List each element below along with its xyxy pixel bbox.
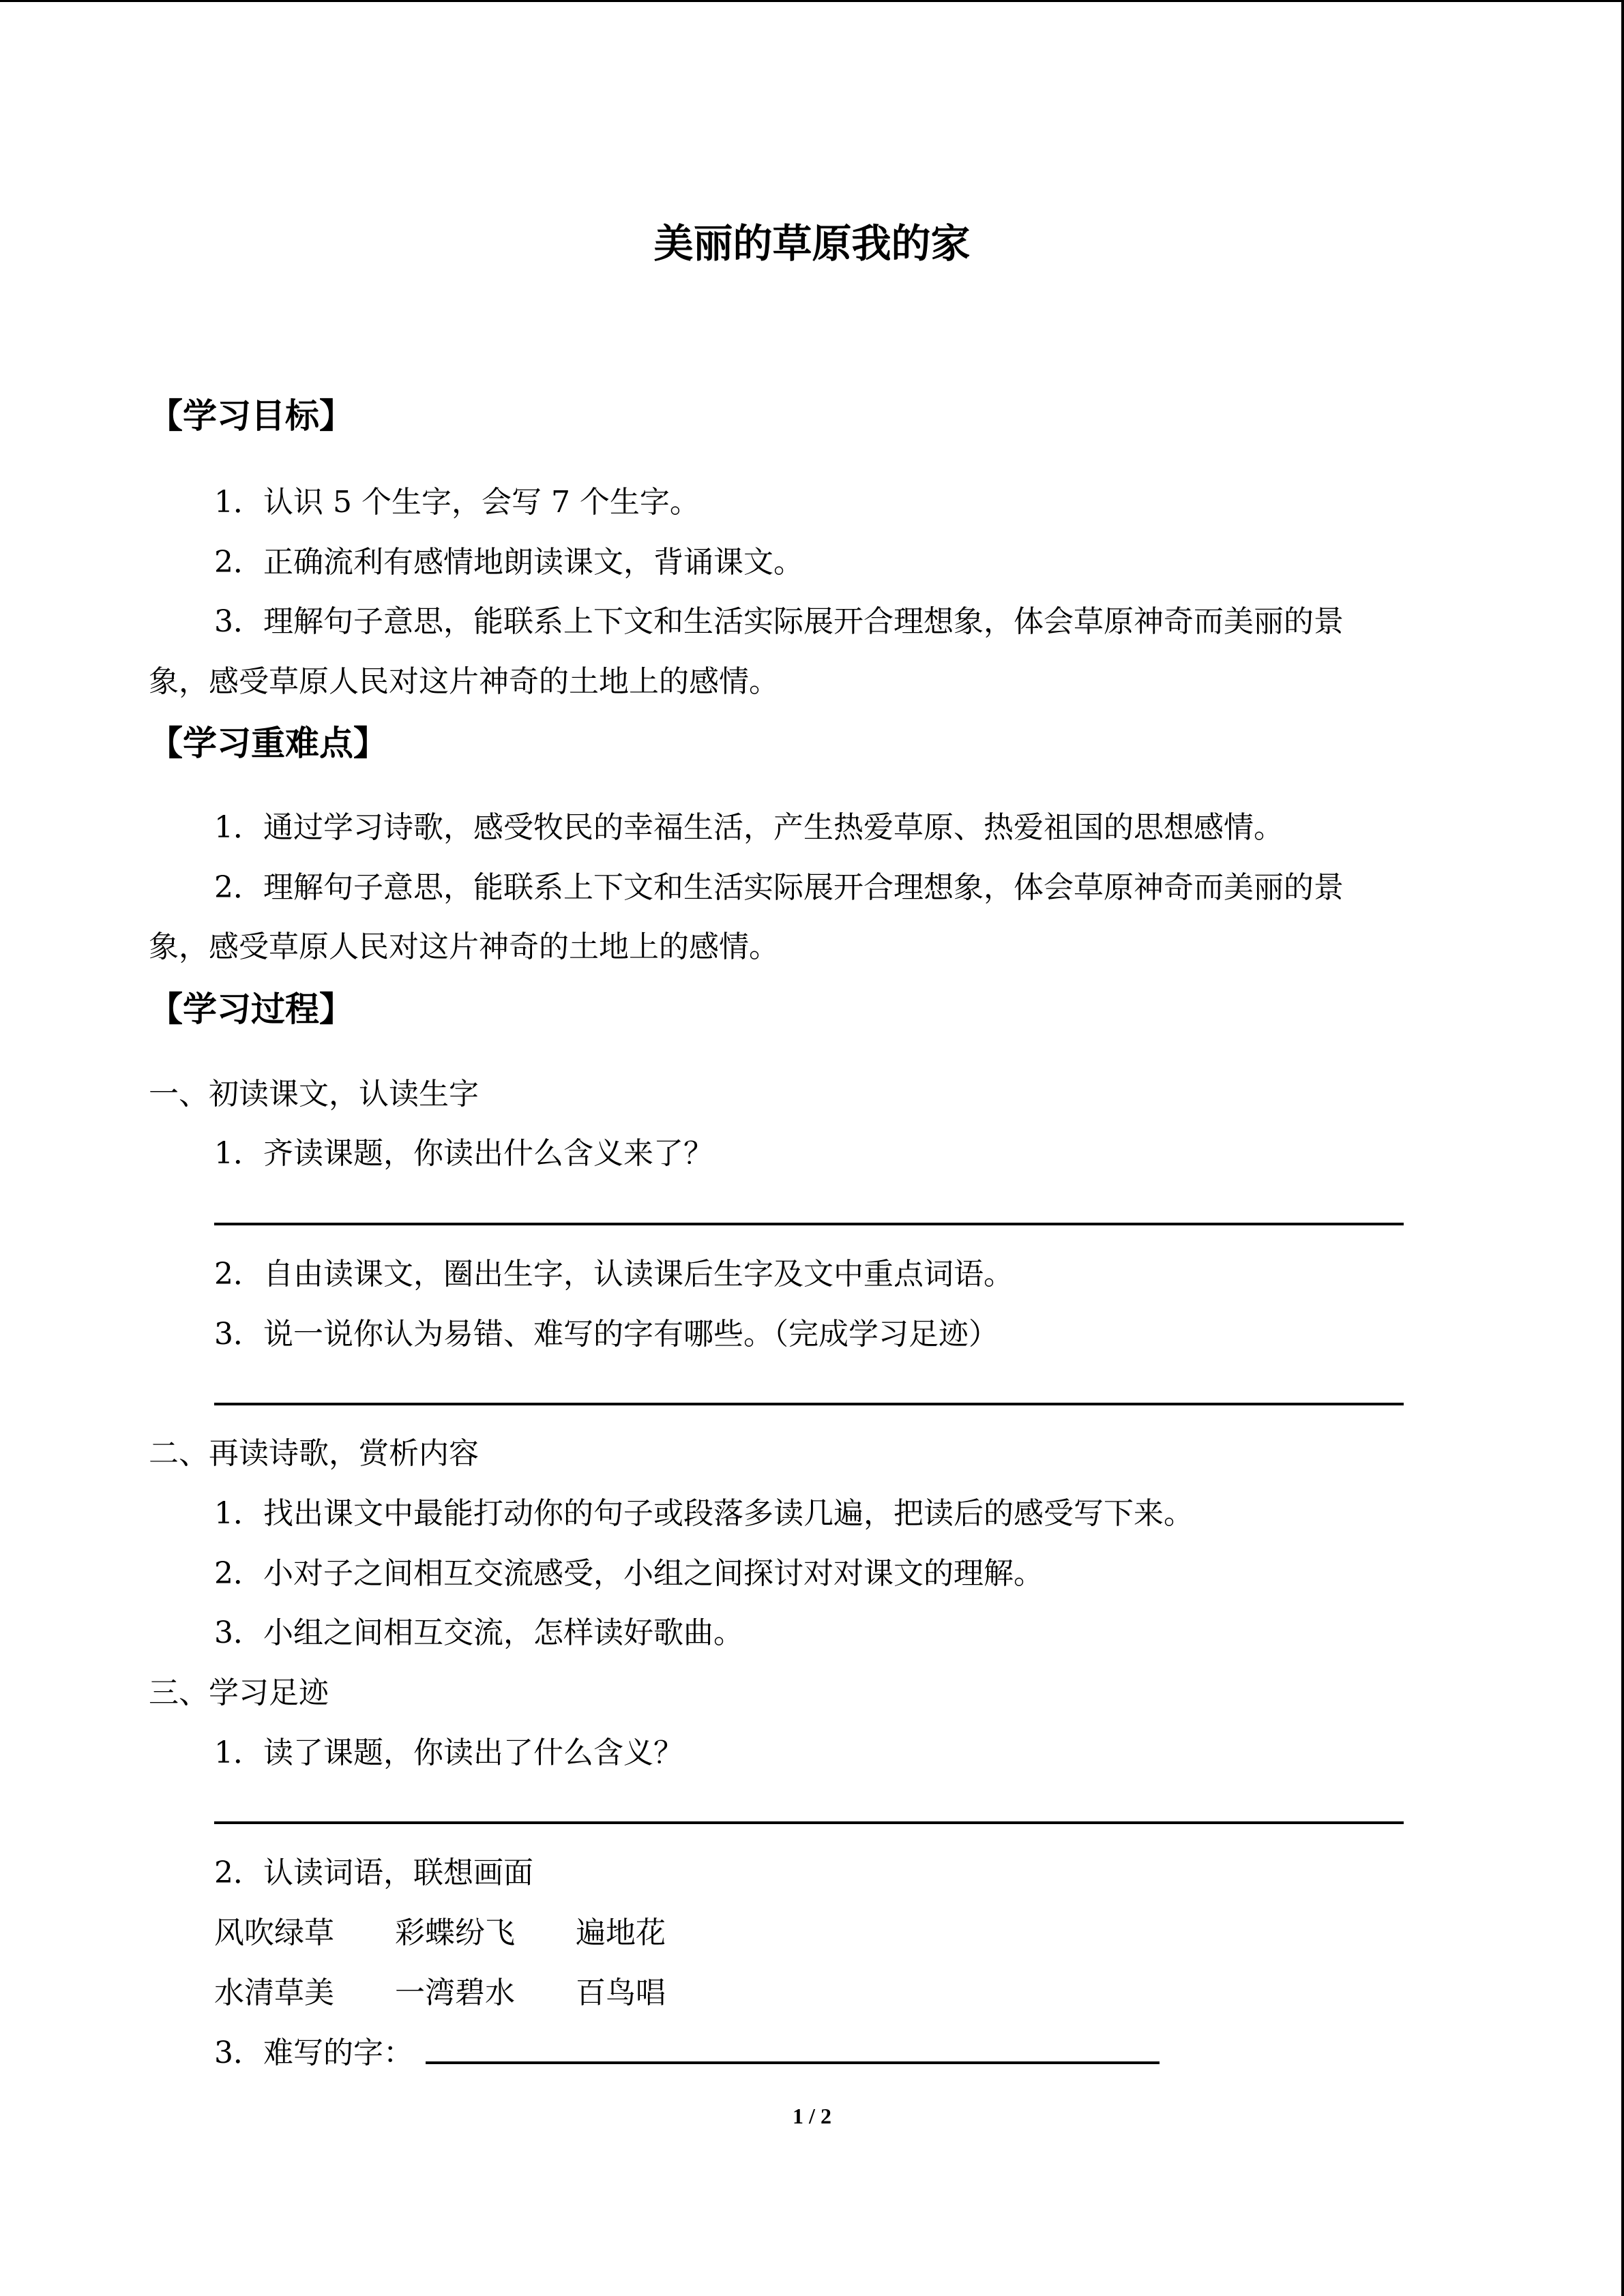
section1-title: 一、初读课文，认读生字 — [149, 1077, 479, 1112]
word-item: 一湾碧水 — [395, 1976, 515, 2010]
key-point-item-1: 1．通过学习诗歌，感受牧民的幸福生活，产生热爱草原、热爱祖国的思想感情。 — [214, 810, 1284, 845]
key-point-item-2: 2．理解句子意思，能联系上下文和生活实际展开合理想象，体会草原神奇而美丽的景 — [214, 870, 1344, 905]
word-item: 遍地花 — [576, 1915, 666, 1950]
section1-question-2: 2．自由读课文，圈出生字，认读课后生字及文中重点词语。 — [214, 1257, 1014, 1292]
top-border — [0, 0, 1624, 2]
section3-question-2: 2．认读词语，联想画面 — [214, 1855, 533, 1890]
section1-question-1: 1．齐读课题，你读出什么含义来了？ — [214, 1136, 713, 1171]
section2-question-1: 1．找出课文中最能打动你的句子或段落多读几遍，把读后的感受写下来。 — [214, 1496, 1194, 1531]
right-border — [1621, 0, 1624, 2296]
section3-question-3: 3．难写的字： — [214, 2036, 413, 2070]
word-item: 百鸟唱 — [576, 1976, 666, 2010]
goal-item-3-cont: 象，感受草原人民对这片神奇的土地上的感情。 — [149, 664, 779, 699]
goal-item-1: 1．认识 5 个生字，会写 7 个生字。 — [214, 485, 700, 520]
word-row-1 — [214, 1908, 756, 1952]
section1-question-3: 3．说一说你认为易错、难写的字有哪些。（完成学习足迹） — [214, 1317, 999, 1352]
word-item: 水清草美 — [214, 1976, 334, 2010]
section2-question-2: 2．小对子之间相互交流感受，小组之间探讨对对课文的理解。 — [214, 1556, 1044, 1591]
goal-item-3: 3．理解句子意思，能联系上下文和生活实际展开合理想象，体会草原神奇而美丽的景 — [214, 604, 1344, 639]
section3-question-1: 1．读了课题，你读出了什么含义？ — [214, 1735, 683, 1770]
page-number: 1 / 2 — [793, 2104, 831, 2128]
process-heading: 【学习过程】 — [149, 989, 353, 1029]
answer-line-3[interactable] — [214, 1821, 1404, 1824]
answer-line-4[interactable] — [426, 2061, 1160, 2064]
page-title: 美丽的草原我的家 — [653, 220, 971, 267]
section2-question-3: 3．小组之间相互交流，怎样读好歌曲。 — [214, 1615, 743, 1650]
section3-title: 三、学习足迹 — [149, 1675, 329, 1710]
key-points-heading: 【学习重难点】 — [149, 724, 387, 763]
word-item: 彩蝶纷飞 — [395, 1915, 515, 1950]
goals-heading: 【学习目标】 — [149, 396, 353, 436]
key-point-item-2-cont: 象，感受草原人民对这片神奇的土地上的感情。 — [149, 929, 779, 964]
section2-title: 二、再读诗歌，赏析内容 — [149, 1436, 479, 1471]
word-item: 风吹绿草 — [214, 1915, 334, 1950]
answer-line-1[interactable] — [214, 1223, 1404, 1225]
word-row-2 — [214, 1968, 756, 2012]
goal-item-2: 2．正确流利有感情地朗读课文，背诵课文。 — [214, 545, 803, 580]
answer-line-2[interactable] — [214, 1403, 1404, 1405]
